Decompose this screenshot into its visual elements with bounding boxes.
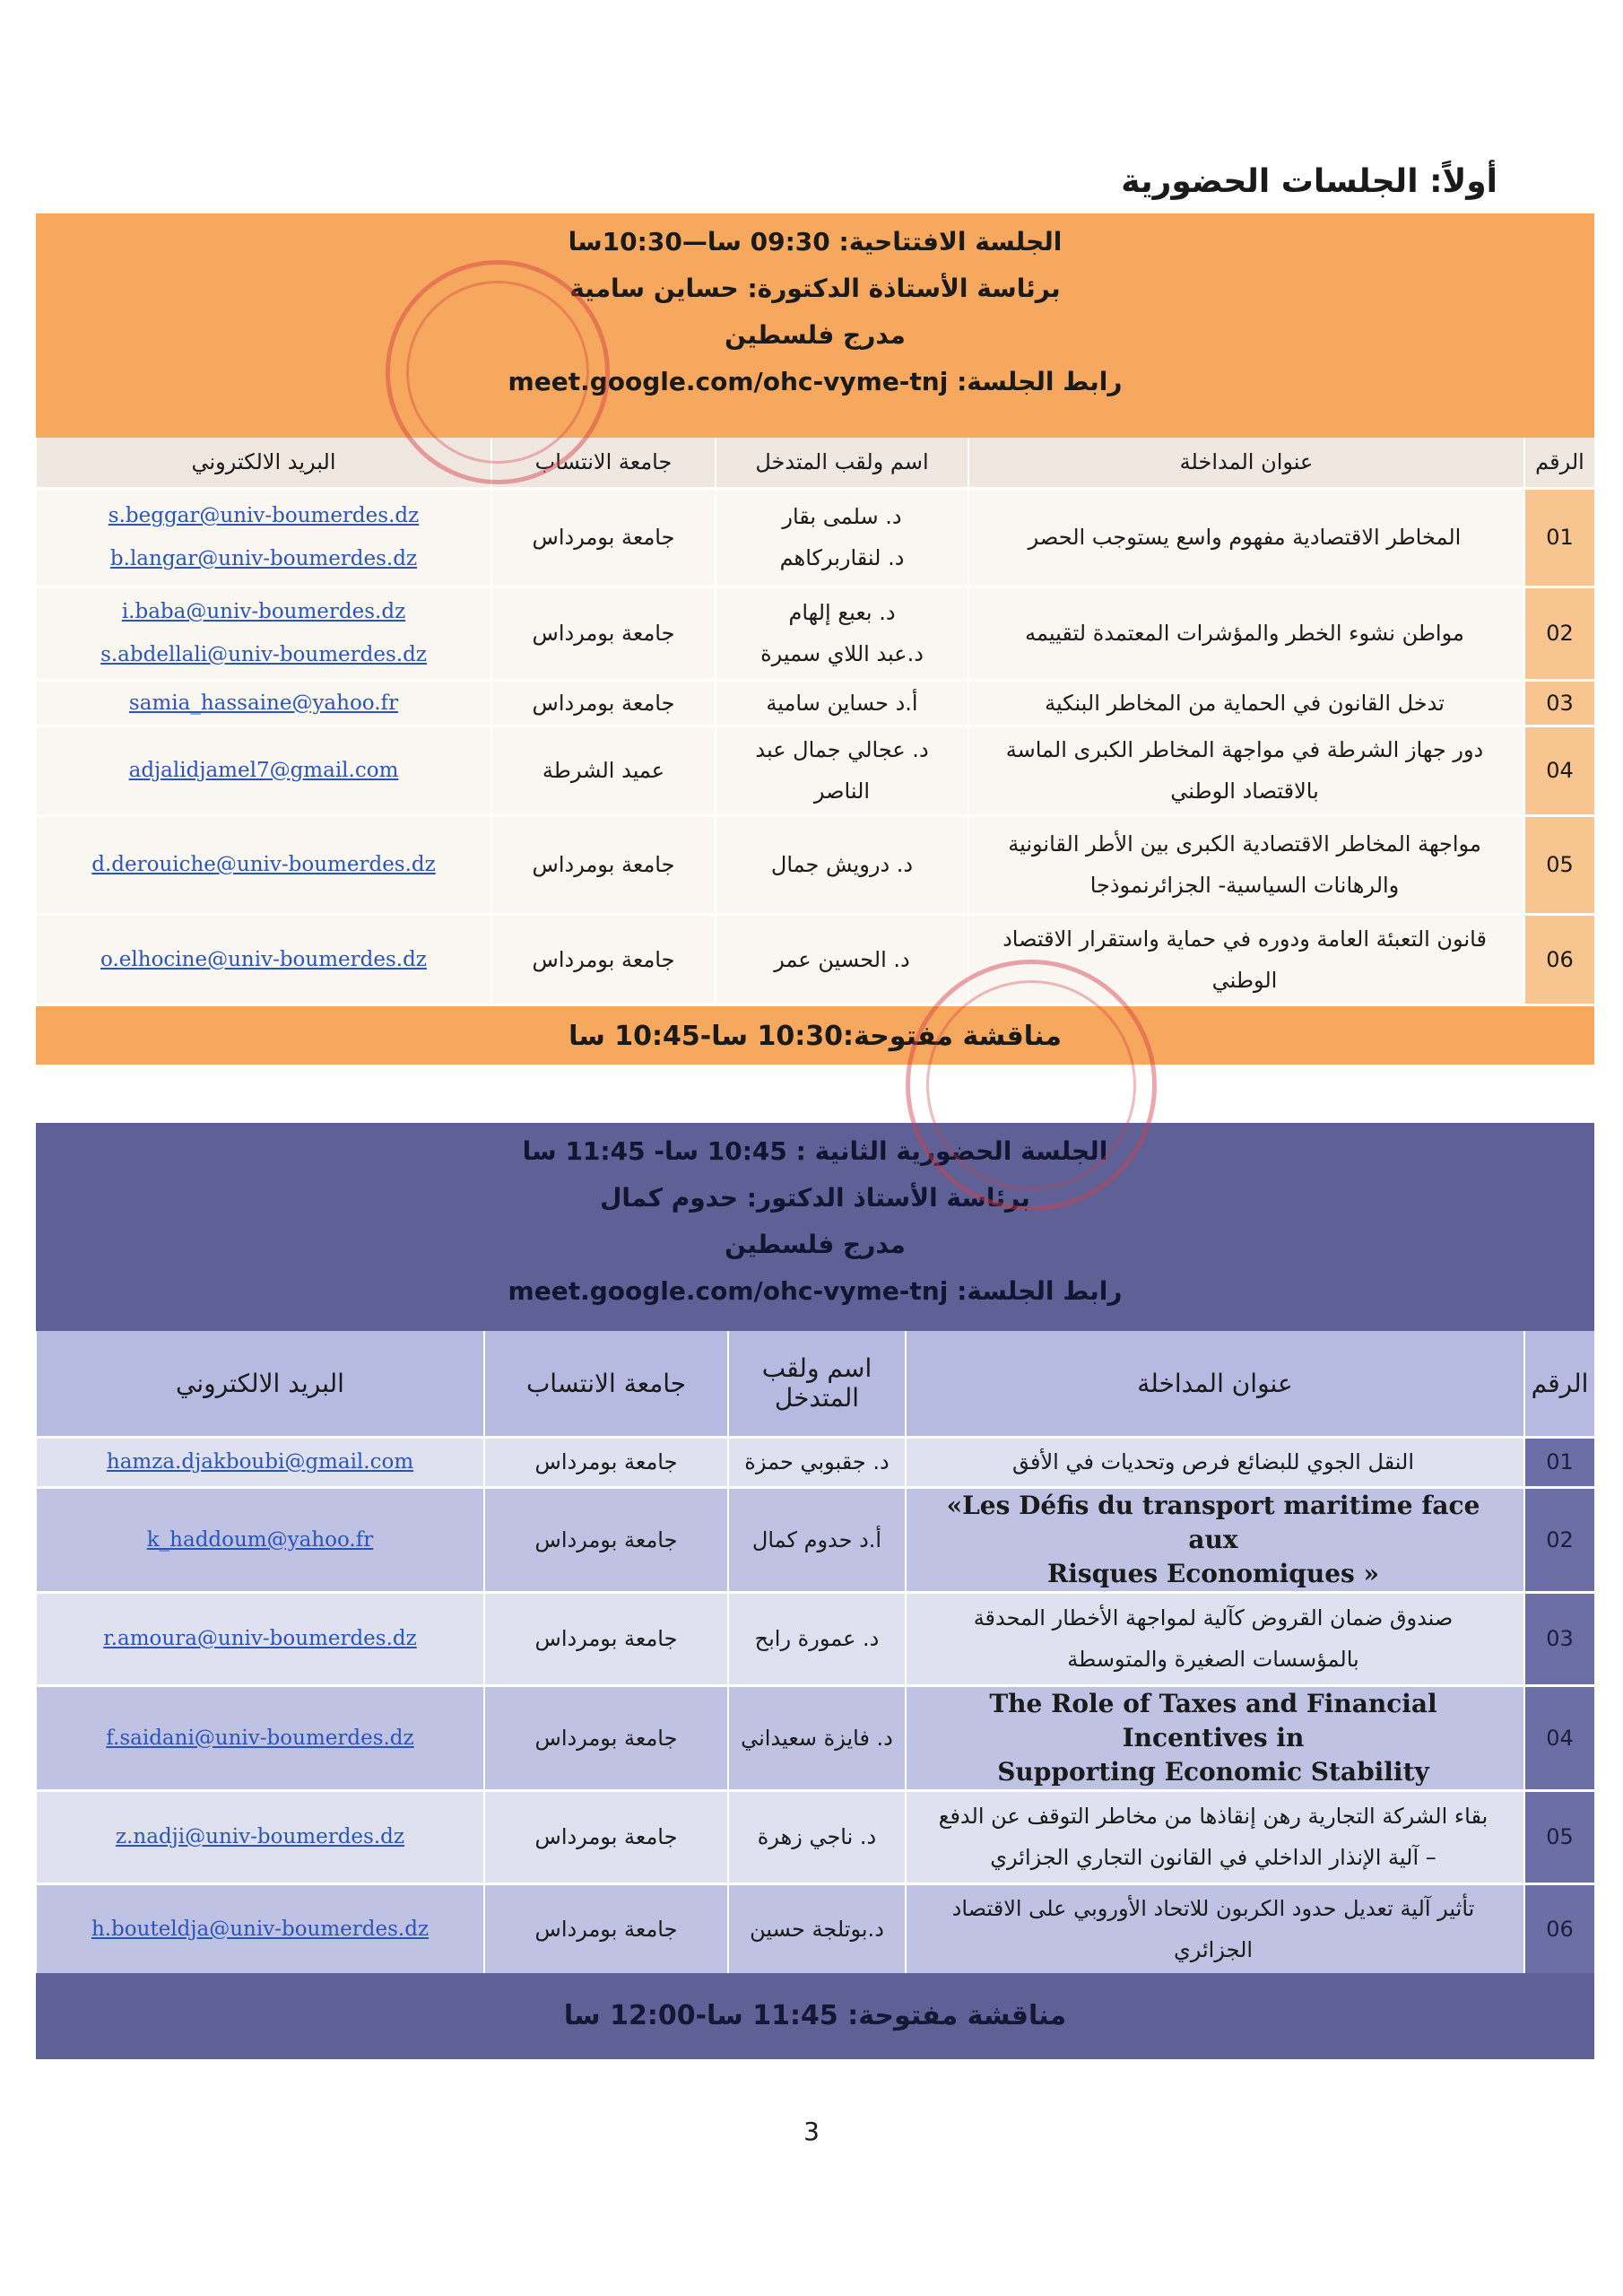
row-number: 05 [1524,815,1594,914]
email-link[interactable]: r.amoura@univ-boumerdes.dz [103,1627,417,1650]
session-1-link-label: رابط الجلسة: [957,367,1123,396]
email-link[interactable]: i.baba@univ-boumerdes.dz [121,600,406,623]
col-speaker-line-2: المتدخل [774,1383,860,1413]
row-speaker [728,1685,906,1790]
row-speaker [728,1592,906,1685]
speaker-name: د.بوتلجة حسين [750,1916,884,1942]
row-speaker [728,1437,906,1487]
speaker-name: د. الحسين عمر [774,946,910,972]
row-title [906,1883,1524,1973]
col-speaker [728,1331,906,1437]
page-number: 3 [803,2117,820,2146]
speaker-name: د. ناجي زهرة [757,1824,877,1849]
session-2-link-url[interactable]: meet.google.com/ohc-vyme-tnj [508,1276,949,1306]
row-number: 01 [1524,1437,1594,1487]
row-affiliation: جامعة بومرداس [484,1592,728,1685]
row-title-line: بقاء الشركة التجارية رهن إنقاذها من مخاطر التوقف عن الدفع [938,1804,1488,1829]
row-title-line: قانون التعبئة العامة ودوره في حماية واستقرار الاقتصاد [1002,926,1487,952]
speaker-name: د. جقبوبي حمزة [744,1449,890,1474]
row-email [36,726,491,815]
session-2 [36,1123,1594,2059]
row-affiliation: جامعة بومرداس [484,1487,728,1592]
email-link[interactable]: o.elhocine@univ-boumerdes.dz [100,947,427,971]
row-title [968,680,1524,726]
speaker-name: الناصر [813,778,871,804]
row-title-line: مواجهة المخاطر الاقتصادية الكبرى بين الأطر القانونية [1008,831,1481,857]
table-row [36,1487,1594,1592]
session-1-header [36,213,1594,438]
speaker-name: أ.د حساين سامية [766,690,918,716]
row-title-line: تأثير آلية تعديل حدود الكربون للاتحاد الأوروبي على الاقتصاد [951,1895,1475,1921]
row-number: 03 [1524,1592,1594,1685]
row-title-line: بالمؤسسات الصغيرة والمتوسطة [1067,1647,1359,1672]
row-email [36,914,491,1004]
session-2-header [36,1123,1594,1331]
row-affiliation: جامعة بومرداس [484,1883,728,1973]
row-email [36,815,491,914]
table-row [36,914,1594,1004]
official-stamp [906,960,1157,1211]
speaker-name: د. فايزة سعيداني [741,1725,893,1751]
email-link[interactable]: samia_hassaine@yahoo.fr [128,691,399,715]
row-title-line: والرهانات السياسية- الجزائرنموذجا [1089,873,1400,898]
row-number: 04 [1524,726,1594,815]
table-row [36,1592,1594,1685]
speaker-name: د. عجالي جمال عبد [755,737,929,762]
table-row [36,680,1594,726]
row-affiliation: جامعة بومرداس [491,914,716,1004]
row-email [36,1437,484,1487]
row-affiliation: جامعة بومرداس [484,1790,728,1883]
row-email [36,1592,484,1685]
session-1-title: الجلسة الافتتاحية: 09:30 سا—10:30سا [568,227,1063,257]
row-affiliation: جامعة بومرداس [491,815,716,914]
row-speaker [716,914,968,1004]
session-1-table [35,438,1594,1004]
official-stamp [386,260,610,484]
row-number: 01 [1524,488,1594,587]
row-email [36,1685,484,1790]
speaker-name: د. عمورة رابح [754,1626,880,1651]
col-affiliation: جامعة الانتساب [484,1331,728,1437]
col-affiliation: جامعة الانتساب [491,438,716,488]
row-title-line: The Role of Taxes and Financial Incentives in [989,1688,1437,1752]
row-title-line: Risques Economiques » [1046,1558,1380,1588]
row-title [968,726,1524,815]
row-title-line: بالاقتصاد الوطني [1170,778,1319,804]
row-title-line: المخاطر الاقتصادية مفهوم واسع يستوجب الحصر [1028,525,1462,550]
row-email [36,488,491,587]
row-number: 06 [1524,1883,1594,1973]
row-speaker [728,1487,906,1592]
session-1-link [36,359,1594,405]
row-title-line: مواطن نشوء الخطر والمؤشرات المعتمدة لتقييمه [1025,621,1464,646]
row-email [36,680,491,726]
session-2-venue: مدرج فلسطين [725,1230,906,1259]
row-title-line: Supporting Economic Stability [997,1756,1429,1787]
row-number: 02 [1524,1487,1594,1592]
row-affiliation: جامعة بومرداس [491,680,716,726]
row-email [36,1790,484,1883]
session-2-title: الجلسة الحضورية الثانية : 10:45 سا- 11:45 سا [522,1136,1108,1166]
row-title-line: تدخل القانون في الحماية من المخاطر البنكية [1045,690,1445,716]
email-link[interactable]: k_haddoum@yahoo.fr [146,1527,374,1552]
session-2-link-label: رابط الجلسة: [957,1276,1123,1306]
speaker-name: د.عبد اللاي سميرة [760,641,924,666]
table-row [36,1790,1594,1883]
email-link[interactable]: z.nadji@univ-boumerdes.dz [116,1825,404,1848]
session-2-chair: برئاسة الأستاذ الدكتور: حدوم كمال [600,1183,1030,1213]
row-title-line: – آلية الإنذار الداخلي في القانون التجاري الجزائري [990,1845,1436,1870]
col-number: الرقم [1524,1331,1594,1437]
session-1-link-url[interactable]: meet.google.com/ohc-vyme-tnj [508,367,949,396]
row-title [906,1685,1524,1790]
row-number: 05 [1524,1790,1594,1883]
row-speaker [716,488,968,587]
row-title [906,1790,1524,1883]
speaker-name: د. درويش جمال [770,852,914,877]
speaker-name: د. بعبع إلهام [788,600,896,625]
row-title-line: الجزائري [1173,1936,1254,1962]
table-row [36,1883,1594,1973]
row-title [906,1487,1524,1592]
row-title [968,488,1524,587]
row-title [968,815,1524,914]
row-title-line: «Les Défis du transport maritime face aux [946,1490,1480,1554]
email-link[interactable]: s.abdellali@univ-boumerdes.dz [100,643,427,666]
col-email: البريد الالكتروني [36,1331,484,1437]
row-speaker [728,1790,906,1883]
col-title: عنوان المداخلة [968,438,1524,488]
row-speaker [716,815,968,914]
table-row [36,726,1594,815]
table-row [36,488,1594,587]
email-link[interactable]: b.langar@univ-boumerdes.dz [109,547,418,570]
col-title: عنوان المداخلة [906,1331,1524,1437]
session-2-link [36,1268,1594,1315]
speaker-name: د. لنقاربركاهم [779,545,905,570]
session-1-discussion: مناقشة مفتوحة:10:30 سا-10:45 سا [36,1004,1594,1065]
table-row [36,815,1594,914]
row-title-line: دور جهاز الشرطة في مواجهة المخاطر الكبرى الماسة [1005,737,1484,762]
email-link[interactable]: adjalidjamel7@gmail.com [128,759,399,782]
row-number: 06 [1524,914,1594,1004]
session-1-chair: برئاسة الأستاذة الدكتورة: حساين سامية [569,274,1061,303]
row-speaker [716,680,968,726]
row-number: 04 [1524,1685,1594,1790]
email-link[interactable]: hamza.djakboubi@gmail.com [106,1450,414,1474]
col-speaker: اسم ولقب المتدخل [716,438,968,488]
row-title-line: النقل الجوي للبضائع فرص وتحديات في الأفق [1011,1449,1415,1474]
speaker-name: أ.د حدوم كمال [751,1526,882,1552]
session-1-venue: مدرج فلسطين [725,320,906,350]
email-link[interactable]: d.derouiche@univ-boumerdes.dz [91,853,436,876]
row-number: 03 [1524,680,1594,726]
row-title [906,1592,1524,1685]
row-affiliation: جامعة بومرداس [491,488,716,587]
col-number: الرقم [1524,438,1594,488]
row-title [906,1437,1524,1487]
row-affiliation: جامعة بومرداس [484,1685,728,1790]
session-1 [36,213,1594,1065]
email-link[interactable]: h.bouteldja@univ-boumerdes.dz [91,1917,430,1941]
email-link[interactable]: f.saidani@univ-boumerdes.dz [106,1726,414,1750]
section-heading: أولاً: الجلسات الحضورية [1121,163,1497,200]
row-number: 02 [1524,587,1594,680]
row-affiliation: عميد الشرطة [491,726,716,815]
table-header-row [36,438,1594,488]
table-row [36,587,1594,680]
table-row [36,1437,1594,1487]
row-affiliation: جامعة بومرداس [491,587,716,680]
row-speaker [716,726,968,815]
email-link[interactable]: s.beggar@univ-boumerdes.dz [108,504,420,527]
row-title-line: الوطني [1211,967,1278,993]
row-title [968,587,1524,680]
session-2-discussion: مناقشة مفتوحة: 11:45 سا-12:00 سا [36,1973,1594,2059]
table-header-row [36,1331,1594,1437]
row-affiliation: جامعة بومرداس [484,1437,728,1487]
row-title-line: صندوق ضمان القروض كآلية لمواجهة الأخطار المحدقة [973,1605,1454,1631]
col-speaker-line-1: اسم ولقب [761,1353,872,1384]
row-email [36,587,491,680]
table-row [36,1685,1594,1790]
session-2-table [35,1331,1594,1973]
row-speaker [716,587,968,680]
row-speaker [728,1883,906,1973]
row-email [36,1883,484,1973]
row-email [36,1487,484,1592]
col-email: البريد الالكتروني [36,438,491,488]
speaker-name: د. سلمى بقار [782,504,902,529]
